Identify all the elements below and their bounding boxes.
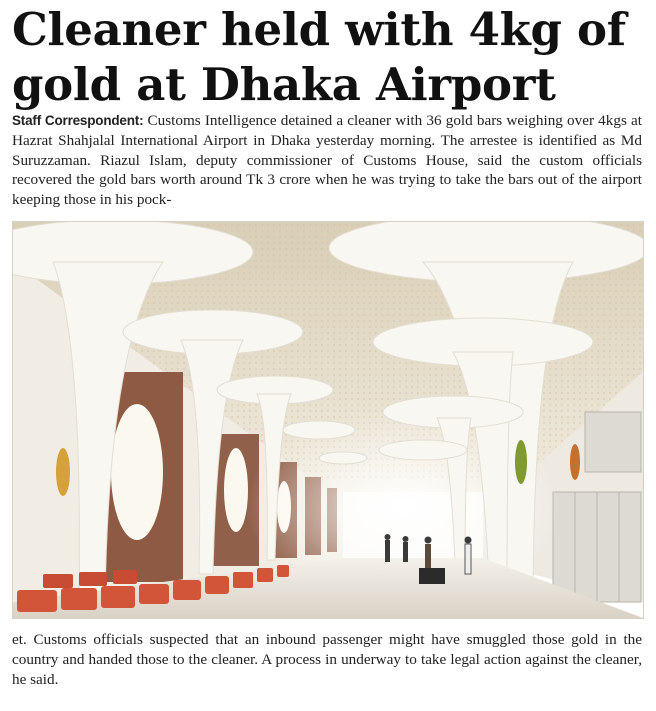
article-body-top — [12, 111, 642, 210]
airport-terminal-illustration — [13, 222, 643, 618]
headline — [12, 2, 652, 112]
article-photo — [12, 221, 644, 619]
byline: Staff Correspondent: — [12, 113, 144, 128]
article-paragraph-1: Customs Intelligence detained a cleaner with 36 gold bars weighing over 4kgs at Hazrat Shahjalal International Airport in Dhaka yesterday morning. The arrestee is identified as Md Suruzzaman. Riazul Islam, deputy commissioner of Customs House, said the custom officials recovered the gold bars worth around Tk 3 crore when he was trying to take the bars out of the airport keeping those in his pock- — [12, 112, 642, 209]
article-body-bottom — [12, 630, 642, 689]
headline-line-1: Cleaner held with 4kg of — [12, 3, 626, 56]
article-paragraph-2: et. Customs officials suspected that an inbound passenger might have smuggled those gold in the country and handed those to the cleaner. A process in underway to take legal action against the cleaner, he said. — [12, 631, 642, 688]
headline-line-2: gold at Dhaka Airport — [12, 58, 556, 111]
